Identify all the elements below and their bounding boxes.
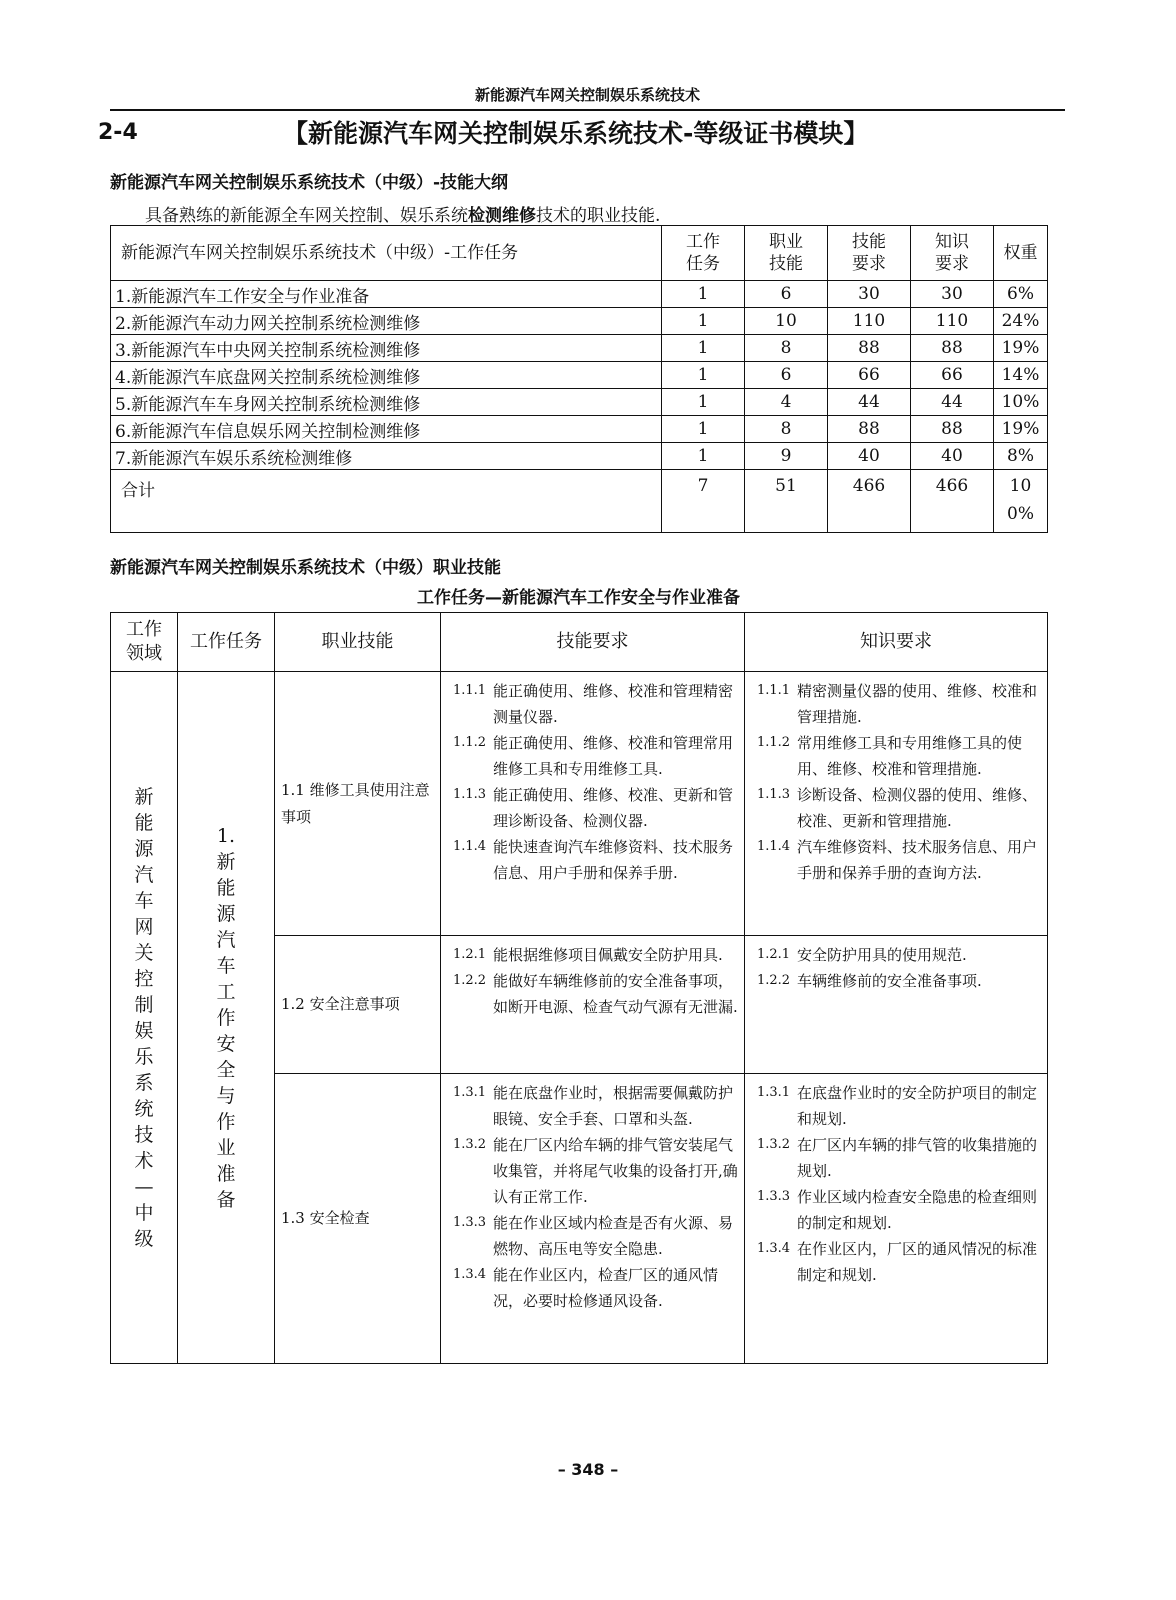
summary-table (110, 225, 1048, 533)
item-code: 1.3.1 (453, 1085, 487, 1100)
value-cell: 66 (911, 362, 994, 389)
item-text: 能做好车辆维修前的安全准备事项，如断开电源、检查气动气源有无泄漏. (493, 972, 738, 1016)
item-code: 1.2.2 (453, 973, 487, 988)
running-header: 新能源汽车网关控制娱乐系统技术 (110, 84, 1065, 111)
table-row (111, 416, 1048, 443)
value-cell: 1 (662, 308, 745, 335)
summary-header-row (111, 226, 1048, 281)
item-text: 能在底盘作业时，根据需要佩戴防护眼镜、安全手套、口罩和头盔. (493, 1084, 734, 1128)
item-code: 1.1.4 (757, 839, 791, 854)
value-cell: 1 (662, 281, 745, 308)
list-item (745, 1132, 1047, 1184)
skills-heading: 新能源汽车网关控制娱乐系统技术（中级）职业技能 (110, 558, 501, 578)
item-text: 汽车维修资料、技术服务信息、用户手册和保养手册的查询方法. (797, 838, 1038, 882)
item-text: 能根据维修项目佩戴安全防护用具. (493, 946, 723, 964)
total-label-cell: 合计 (111, 470, 662, 533)
item-text: 常用维修工具和专用维修工具的使用、维修、校准和管理措施. (797, 734, 1023, 778)
value-cell: 8 (745, 335, 828, 362)
work-task-cell (178, 672, 275, 1364)
summary-header-cell: 知识要求 (911, 226, 994, 281)
list-item (745, 678, 1047, 730)
task-name-cell: 4.新能源汽车底盘网关控制系统检测维修 (111, 362, 662, 389)
intro-bold: 检测维修 (468, 206, 536, 226)
item-text: 在底盘作业时的安全防护项目的制定和规划. (797, 1084, 1038, 1128)
list-item (441, 968, 744, 1020)
value-cell: 19% (994, 416, 1048, 443)
syllabus-heading: 新能源汽车网关控制娱乐系统技术（中级）-技能大纲 (110, 173, 509, 193)
value-cell: 1 (662, 362, 745, 389)
item-code: 1.1.2 (453, 735, 487, 750)
value-cell: 40 (828, 443, 911, 470)
item-code: 1.3.4 (757, 1241, 791, 1256)
item-text: 车辆维修前的安全准备事项. (797, 972, 982, 990)
total-value-cell: 51 (745, 470, 828, 533)
item-code: 1.2.2 (757, 973, 791, 988)
value-cell: 88 (828, 335, 911, 362)
work-domain-cell (111, 672, 178, 1364)
list-item (441, 1262, 744, 1314)
list-item (745, 1080, 1047, 1132)
value-cell: 1 (662, 443, 745, 470)
table-row (111, 308, 1048, 335)
item-text: 诊断设备、检测仪器的使用、维修、校准、更新和管理措施. (797, 786, 1038, 830)
list-item (745, 782, 1047, 834)
task-name-cell: 2.新能源汽车动力网关控制系统检测维修 (111, 308, 662, 335)
intro-prefix: 具备熟练的新能源全车网关控制、娱乐系统 (145, 206, 468, 226)
item-text: 能在作业区内，检查厂区的通风情况，必要时检修通风设备. (493, 1266, 719, 1310)
summary-header-cell: 职业技能 (745, 226, 828, 281)
value-cell: 40 (911, 443, 994, 470)
value-cell: 88 (828, 416, 911, 443)
value-cell: 30 (828, 281, 911, 308)
value-cell: 30 (911, 281, 994, 308)
value-cell: 88 (911, 335, 994, 362)
value-cell: 10 (745, 308, 828, 335)
list-item (441, 782, 744, 834)
value-cell: 9 (745, 443, 828, 470)
total-value-cell: 466 (911, 470, 994, 533)
item-text: 精密测量仪器的使用、维修、校准和管理措施. (797, 682, 1038, 726)
item-text: 能快速查询汽车维修资料、技术服务信息、用户手册和保养手册. (493, 838, 734, 882)
work-domain-text: 新能源汽车网关控制娱乐系统技术—中级 (134, 785, 154, 1250)
total-value-cell: 100% (994, 470, 1048, 533)
skills-caption: 工作任务—新能源汽车工作安全与作业准备 (417, 588, 740, 608)
list-item (745, 1236, 1047, 1288)
skills-header-cell: 知识要求 (745, 613, 1048, 672)
table-row (111, 335, 1048, 362)
item-code: 1.3.1 (757, 1085, 791, 1100)
value-cell: 88 (911, 416, 994, 443)
value-cell: 19% (994, 335, 1048, 362)
work-task-text: 1.新能源汽车工作安全与作业准备 (216, 824, 236, 1211)
task-name-cell: 3.新能源汽车中央网关控制系统检测维修 (111, 335, 662, 362)
item-code: 1.1.1 (453, 683, 487, 698)
item-text: 作业区域内检查安全隐患的检查细则的制定和规划. (797, 1188, 1038, 1232)
item-code: 1.1.4 (453, 839, 487, 854)
skill-name-cell: 1.2 安全注意事项 (275, 936, 441, 1074)
item-text: 能正确使用、维修、校准和管理常用维修工具和专用维修工具. (493, 734, 734, 778)
task-name-cell: 7.新能源汽车娱乐系统检测维修 (111, 443, 662, 470)
intro-suffix: 技术的职业技能. (536, 206, 661, 226)
value-cell: 24% (994, 308, 1048, 335)
value-cell: 8 (745, 416, 828, 443)
skills-table (110, 612, 1048, 1364)
value-cell: 44 (911, 389, 994, 416)
item-text: 能在厂区内给车辆的排气管安装尾气收集管，并将尾气收集的设备打开,确认有正常工作. (493, 1136, 738, 1206)
item-code: 1.2.1 (757, 947, 791, 962)
item-text: 在作业区内，厂区的通风情况的标准制定和规划. (797, 1240, 1038, 1284)
value-cell: 110 (911, 308, 994, 335)
knowledge-requirements-cell (745, 1074, 1048, 1364)
section-number: 2-4 (98, 120, 138, 145)
item-code: 1.2.1 (453, 947, 487, 962)
list-item (441, 1210, 744, 1262)
list-item (441, 942, 744, 968)
list-item (441, 678, 744, 730)
skill-requirements-cell (441, 936, 745, 1074)
list-item (745, 834, 1047, 886)
skill-name-cell: 1.1 维修工具使用注意事项 (275, 672, 441, 936)
task-name-cell: 5.新能源汽车车身网关控制系统检测维修 (111, 389, 662, 416)
knowledge-requirements-cell (745, 672, 1048, 936)
list-item (441, 1080, 744, 1132)
summary-header-cell: 工作任务 (662, 226, 745, 281)
list-item (441, 730, 744, 782)
value-cell: 6 (745, 362, 828, 389)
item-code: 1.1.3 (453, 787, 487, 802)
knowledge-requirements-cell (745, 936, 1048, 1074)
summary-header-cell: 技能要求 (828, 226, 911, 281)
skill-requirements-cell (441, 672, 745, 936)
task-name-cell: 6.新能源汽车信息娱乐网关控制检测维修 (111, 416, 662, 443)
skills-header-cell: 工作领域 (111, 613, 178, 672)
item-code: 1.3.4 (453, 1267, 487, 1282)
value-cell: 6% (994, 281, 1048, 308)
table-row (111, 443, 1048, 470)
list-item (745, 942, 1047, 968)
list-item (745, 968, 1047, 994)
value-cell: 14% (994, 362, 1048, 389)
list-item (441, 1132, 744, 1210)
value-cell: 110 (828, 308, 911, 335)
total-value-cell: 466 (828, 470, 911, 533)
value-cell: 66 (828, 362, 911, 389)
list-item (745, 1184, 1047, 1236)
skills-header-cell: 工作任务 (178, 613, 275, 672)
item-code: 1.1.1 (757, 683, 791, 698)
item-text: 能正确使用、维修、校准、更新和管理诊断设备、检测仪器. (493, 786, 734, 830)
item-text: 能正确使用、维修、校准和管理精密测量仪器. (493, 682, 734, 726)
value-cell: 1 (662, 335, 745, 362)
table-row (111, 362, 1048, 389)
skills-header-cell: 技能要求 (441, 613, 745, 672)
skill-requirements-cell (441, 1074, 745, 1364)
section-title: 【新能源汽车网关控制娱乐系统技术-等级证书模块】 (283, 119, 869, 148)
value-cell: 4 (745, 389, 828, 416)
item-code: 1.1.3 (757, 787, 791, 802)
item-text: 安全防护用具的使用规范. (797, 946, 967, 964)
total-row (111, 470, 1048, 533)
value-cell: 10% (994, 389, 1048, 416)
task-name-cell: 1.新能源汽车工作安全与作业准备 (111, 281, 662, 308)
value-cell: 44 (828, 389, 911, 416)
table-row (111, 389, 1048, 416)
item-text: 能在作业区域内检查是否有火源、易燃物、高压电等安全隐患. (493, 1214, 734, 1258)
page-number: – 348 – (557, 1460, 619, 1479)
item-text: 在厂区内车辆的排气管的收集措施的规划. (797, 1136, 1038, 1180)
item-code: 1.3.3 (757, 1189, 791, 1204)
item-code: 1.3.3 (453, 1215, 487, 1230)
summary-header-cell: 权重 (994, 226, 1048, 281)
skill-name-cell: 1.3 安全检查 (275, 1074, 441, 1364)
list-item (745, 730, 1047, 782)
item-code: 1.3.2 (757, 1137, 791, 1152)
value-cell: 6 (745, 281, 828, 308)
summary-header-cell: 新能源汽车网关控制娱乐系统技术（中级）-工作任务 (111, 226, 662, 281)
section-heading (98, 114, 1058, 154)
item-code: 1.3.2 (453, 1137, 487, 1152)
table-row (111, 281, 1048, 308)
value-cell: 1 (662, 389, 745, 416)
item-code: 1.1.2 (757, 735, 791, 750)
skills-header-cell: 职业技能 (275, 613, 441, 672)
table-row (111, 672, 1048, 936)
list-item (441, 834, 744, 886)
syllabus-intro (145, 201, 660, 226)
total-value-cell: 7 (662, 470, 745, 533)
value-cell: 1 (662, 416, 745, 443)
skills-header-row (111, 613, 1048, 672)
value-cell: 8% (994, 443, 1048, 470)
